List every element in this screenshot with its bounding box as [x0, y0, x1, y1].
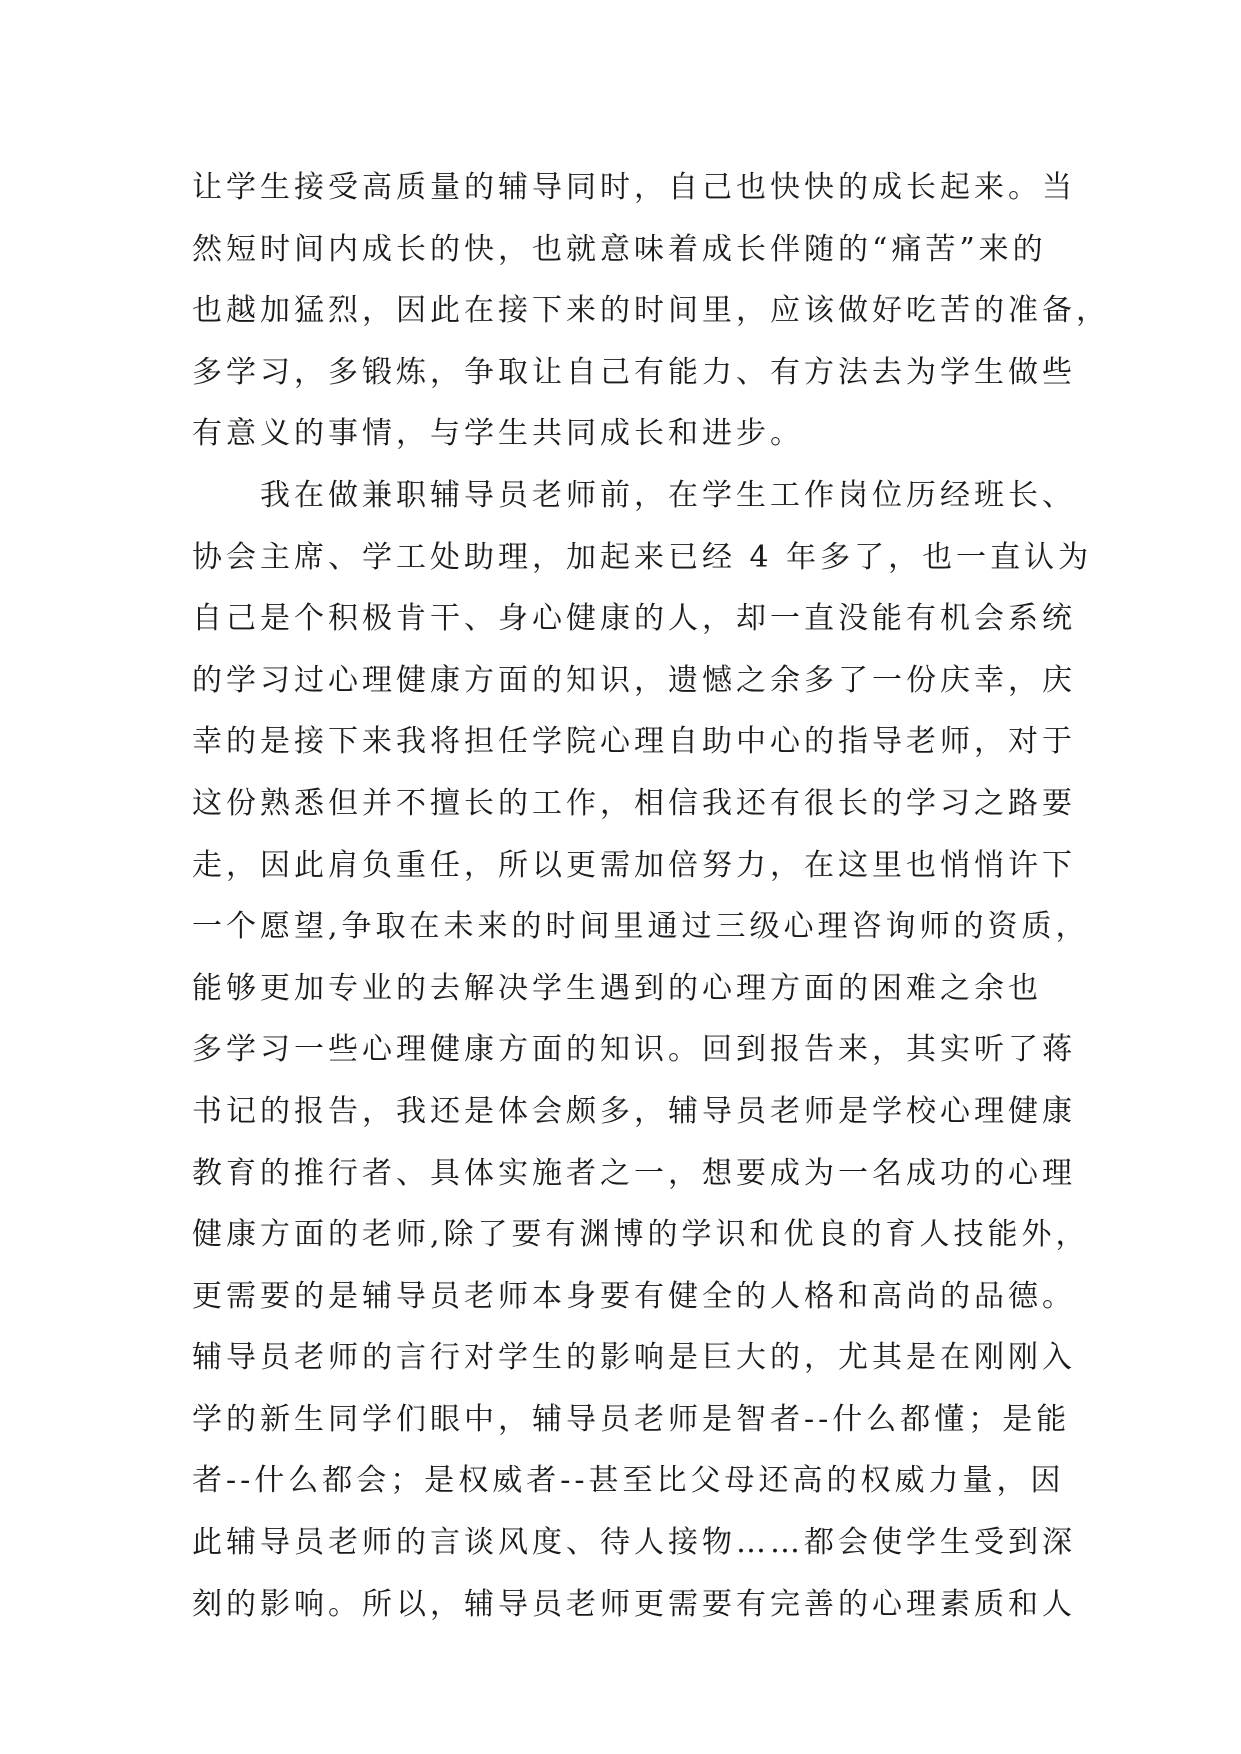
text-line: 书记的报告，我还是体会颇多，辅导员老师是学校心理健康	[192, 1093, 1076, 1129]
text-line: 的学习过心理健康方面的知识，遗憾之余多了一份庆幸，庆	[192, 662, 1076, 698]
text-line: 有意义的事情，与学生共同成长和进步。	[192, 416, 804, 452]
text-line: 更需要的是辅导员老师本身要有健全的人格和高尚的品德。	[192, 1278, 1076, 1314]
body-text	[192, 157, 1110, 1635]
text-line: 多学习一些心理健康方面的知识。回到报告来，其实听了蒋	[192, 1032, 1076, 1068]
text-line: 让学生接受高质量的辅导同时，自己也快快的成长起来。当	[192, 170, 1076, 205]
text-line: 幸的是接下来我将担任学院心理自助中心的指导老师，对于	[192, 724, 1076, 760]
text-line: 刻的影响。所以，辅导员老师更需要有完善的心理素质和人	[192, 1586, 1076, 1622]
text-line: 自己是个积极肯干、身心健康的人，却一直没能有机会系统	[192, 601, 1076, 637]
text-line: 能够更加专业的去解决学生遇到的心理方面的困难之余也	[192, 970, 1042, 1006]
text-line: 我在做兼职辅导员老师前，在学生工作岗位历经班长、	[192, 477, 1076, 513]
text-line: 一个愿望,争取在未来的时间里通过三级心理咨询师的资质，	[192, 909, 1090, 945]
text-line: 健康方面的老师,除了要有渊博的学识和优良的育人技能外，	[192, 1217, 1090, 1253]
text-line: 走，因此肩负重任，所以更需加倍努力，在这里也悄悄许下	[192, 847, 1076, 883]
text-line: 教育的推行者、具体实施者之一，想要成为一名成功的心理	[192, 1155, 1076, 1191]
text-line: 也越加猛烈，因此在接下来的时间里，应该做好吃苦的准备，	[192, 293, 1110, 329]
text-line: 此辅导员老师的言谈风度、待人接物……都会使学生受到深	[192, 1525, 1076, 1561]
text-line: 然短时间内成长的快，也就意味着成长伴随的“痛苦”来的	[192, 231, 1047, 267]
text-line: 学的新生同学们眼中，辅导员老师是智者--什么都懂；是能	[192, 1401, 1071, 1437]
text-line: 者--什么都会；是权威者--甚至比父母还高的权威力量，因	[192, 1463, 1065, 1499]
text-line: 多学习，多锻炼，争取让自己有能力、有方法去为学生做些	[192, 354, 1076, 390]
text-line: 协会主席、学工处助理，加起来已经 4 年多了，也一直认为	[192, 539, 1093, 575]
text-line: 辅导员老师的言行对学生的影响是巨大的，尤其是在刚刚入	[192, 1340, 1076, 1376]
text-line: 这份熟悉但并不擅长的工作，相信我还有很长的学习之路要	[192, 785, 1076, 821]
